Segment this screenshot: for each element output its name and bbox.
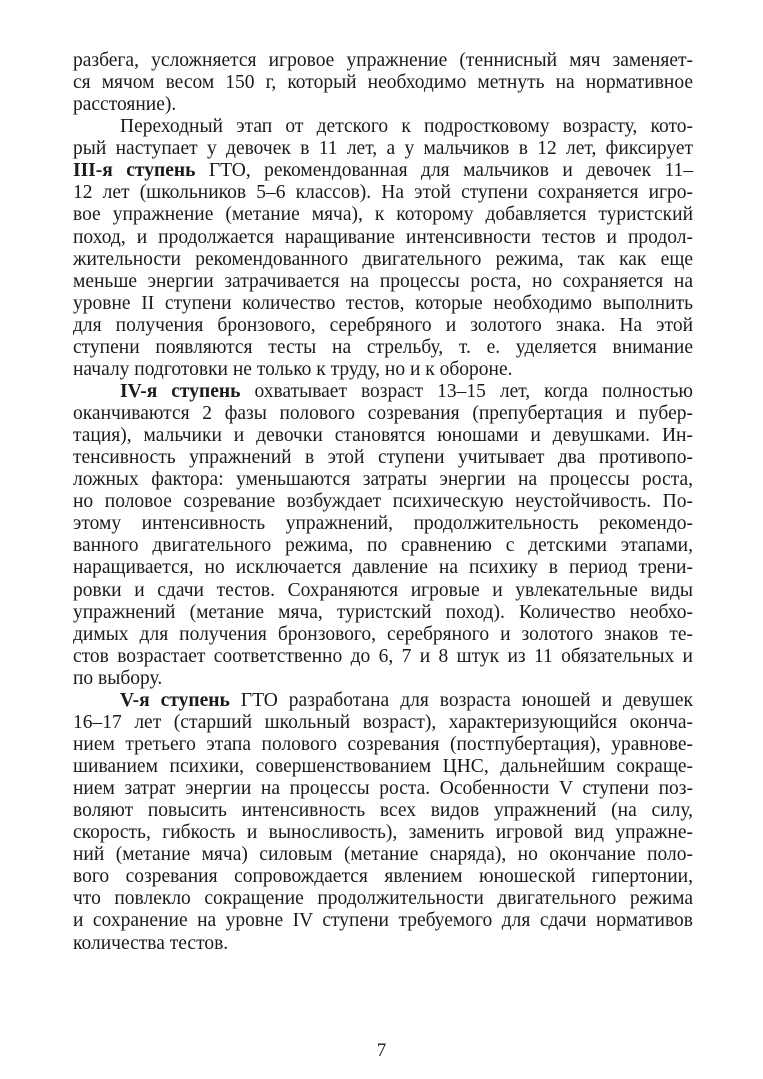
text-line [73,227,693,249]
paragraph [73,381,693,690]
line-text: упражнений (метание мяча, туристский поход). Количество необхо- [73,601,693,623]
bold-term: IV-я ступень [120,380,241,402]
text-line [73,933,693,955]
document-body [73,50,693,955]
text-line [73,844,693,866]
line-text: ГТО, рекомендованная для мальчиков и девочек 11– [195,160,693,182]
line-text: ний (метание мяча) силовым (метание снаряда), но окончание поло- [73,844,693,866]
line-text: что повлекло сокращение продолжительности двигательного режима [73,888,693,910]
line-text: наращивается, но исключается давление на психику в период трени- [73,557,693,579]
line-text: ступени появляются тесты на стрельбу, т. е. уделяется внимание [73,336,693,358]
line-text: тенсивность упражнений в этой ступени учитывает два противопо- [73,447,693,469]
text-line [73,94,693,116]
line-text: нием затрат энергии на процессы роста. Особенности V ступени поз- [73,778,693,800]
line-text: меньше энергии затрачивается на процессы роста, но сохраняется на [73,270,693,292]
line-text: 16–17 лет (старший школьный возраст), характеризующийся оконча- [73,711,693,733]
text-line [73,381,693,403]
line-text: этому интенсивность упражнений, продолжительность рекомендо- [73,513,693,535]
text-line [73,734,693,756]
text-line [73,72,693,94]
line-text: ванного двигательного режима, по сравнению с детскими этапами, [73,535,693,557]
line-text: рый наступает у девочек в 11 лет, а у мальчиков в 12 лет, фиксирует [73,138,693,160]
paragraph [73,116,693,381]
text-line [73,888,693,910]
text-line [73,690,693,712]
text-line [73,557,693,579]
line-text: количества тестов. [73,932,229,954]
line-text: но половое созревание возбуждает психическую неустойчивость. По- [73,491,693,513]
text-line [73,403,693,425]
text-line [73,425,693,447]
text-line [73,778,693,800]
line-text: воляют повысить интенсивность всех видов упражнений (на силу, [73,800,693,822]
text-line [73,624,693,646]
text-line [73,204,693,226]
line-text: разбега, усложняется игровое упражнение (теннисный мяч заменяет- [73,50,693,71]
text-line [73,712,693,734]
line-text: 12 лет (школьников 5–6 классов). На этой ступени сохраняется игро- [73,182,693,204]
bold-term: III-я ступень [73,160,196,182]
text-line [73,646,693,668]
text-line [73,315,693,337]
line-text: уровне II ступени количество тестов, которые необходимо выполнить [73,292,693,314]
line-text: началу подготовки не только к труду, но и к обороне. [73,358,513,380]
line-text: и сохранение на уровне IV ступени требуемого для сдачи нормативов [73,910,693,932]
line-text: вого созревания сопровождается явлением юношеской гипертонии, [73,866,693,888]
text-line [73,182,693,204]
paragraph [73,50,693,116]
text-line [73,359,693,381]
text-line [73,249,693,271]
text-line [73,160,693,182]
line-text: ложных фактора: уменьшаются затраты энергии на процессы роста, [73,469,693,491]
text-line [73,491,693,513]
line-text: расстояние). [73,94,177,116]
page-number: 7 [376,1040,387,1061]
line-text: жительности рекомендованного двигательного режима, так как еще [73,248,693,270]
text-line [73,602,693,624]
line-text: скорость, гибкость и выносливость), заменить игровой вид упражне- [73,822,693,844]
text-line [73,513,693,535]
line-text: ГТО разработана для возраста юношей и девушек [229,689,694,711]
bold-term: V-я ступень [120,689,230,711]
text-line [73,756,693,778]
line-text: тация), мальчики и девочки становятся юношами и девушками. Ин- [73,425,693,447]
line-text: стов возрастает соответственно до 6, 7 и 8 штук из 11 обязательных и [73,645,693,667]
text-line [73,469,693,491]
text-line [73,293,693,315]
line-text: для получения бронзового, серебряного и золотого знака. На этой [73,314,693,336]
paragraph [73,690,693,955]
line-text: поход, и продолжается наращивание интенсивности тестов и продол- [73,226,693,248]
text-line [73,866,693,888]
text-line [73,822,693,844]
line-text: Переходный этап от детского к подростковому возрасту, кото- [120,116,693,138]
text-line [73,800,693,822]
line-text: по выбору. [73,667,163,689]
line-text: нием третьего этапа полового созревания (постпубертация), уравнове- [73,733,693,755]
line-text: шиванием психики, совершенствованием ЦНС, дальнейшим сокраще- [73,756,693,777]
line-text: вое упражнение (метание мяча), к которому добавляется туристский [73,204,693,226]
text-line [73,668,693,690]
text-line [73,116,693,138]
text-line [73,138,693,160]
text-line [73,337,693,359]
line-text: охватывает возраст 13–15 лет, когда полностью [240,380,693,402]
text-line [73,447,693,469]
line-text: оканчиваются 2 фазы полового созревания (препубертация и пубер- [73,403,693,424]
text-line [73,50,693,72]
text-line [73,535,693,557]
text-line [73,910,693,932]
text-line [73,271,693,293]
line-text: ровки и сдачи тестов. Сохраняются игровые и увлекательные виды [73,579,693,601]
line-text: ся мячом весом 150 г, который необходимо метнуть на нормативное [73,72,693,94]
text-line [73,580,693,602]
line-text: димых для получения бронзового, серебряного и золотого знаков те- [73,623,693,645]
